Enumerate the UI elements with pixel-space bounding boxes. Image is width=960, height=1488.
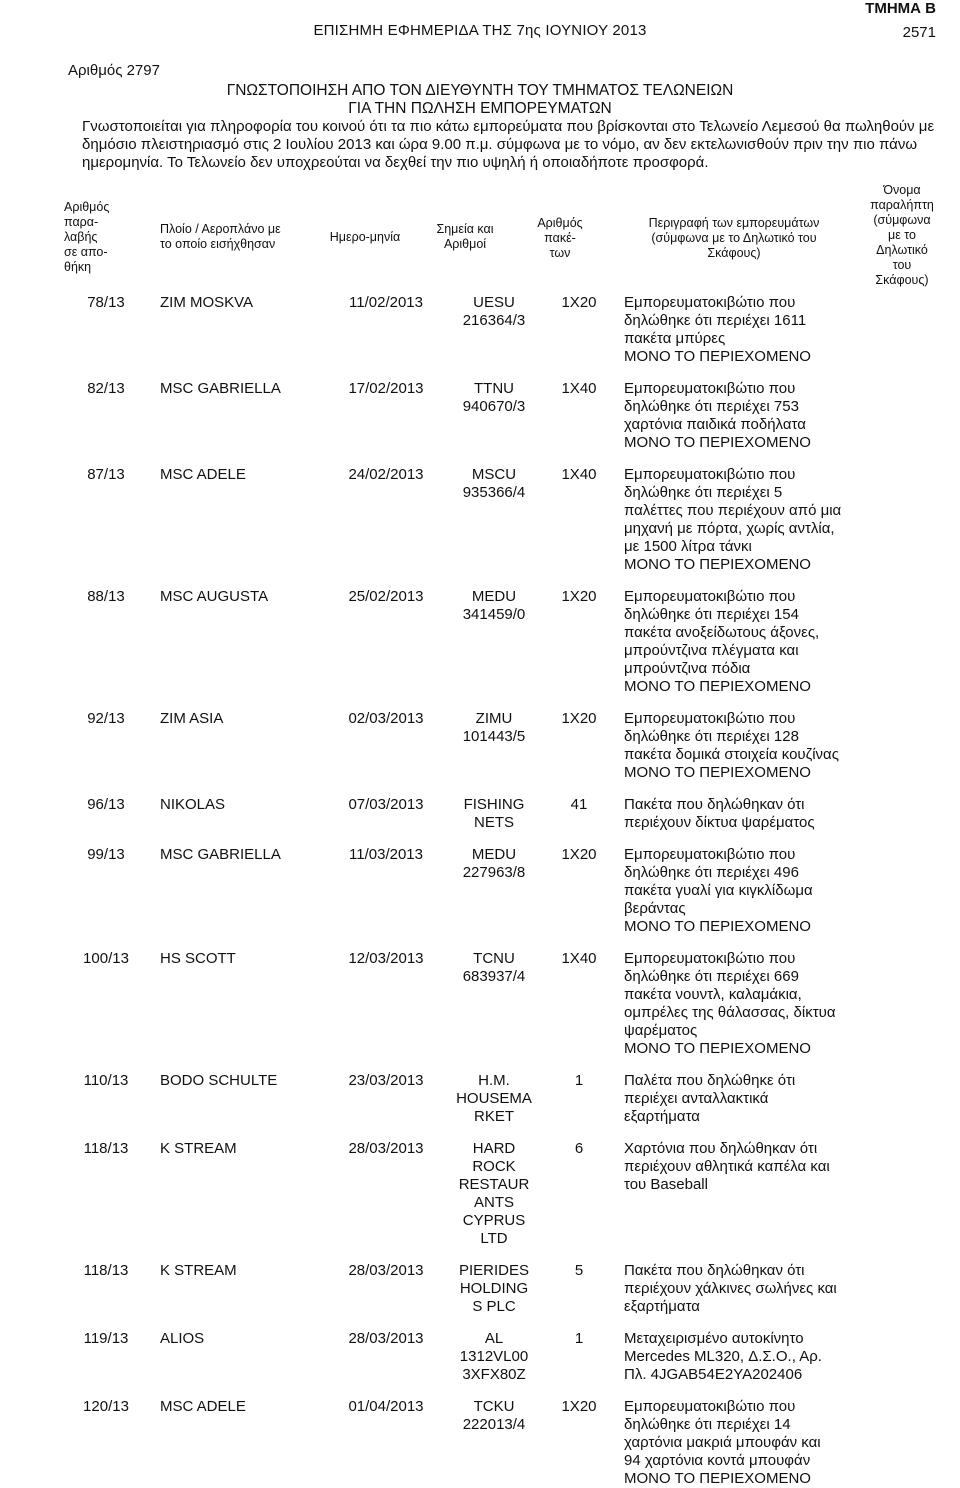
- col-header-marks: Σημεία και Αριθμοί: [436, 222, 494, 251]
- ship-name-cell: HS SCOTT: [160, 950, 236, 967]
- table-row: [64, 452, 960, 574]
- table-row: [64, 1058, 960, 1126]
- ship-name-cell: K STREAM: [160, 1140, 237, 1157]
- marks-numbers-cell: TCKU 222013/4: [462, 1398, 526, 1433]
- consignee-cell: [864, 366, 960, 452]
- description-cell: Εμπορευματοκιβώτιο που δηλώθηκε ότι περιέχει 1611 πακέτα μπύρες ΜΟΝΟ ΤΟ ΠΕΡΙΕΧΟΜΕΝΟ: [624, 294, 811, 365]
- date-cell: 23/03/2013: [348, 1072, 424, 1089]
- marks-numbers-cell: TTNU 940670/3: [462, 380, 526, 415]
- description-cell: Εμπορευματοκιβώτιο που δηλώθηκε ότι περιέχει 14 χαρτόνια μακριά μπουφάν και 94 χαρτόνια κοντά μπουφάν ΜΟΝΟ ΤΟ ΠΕΡΙΕΧΟΜΕΝΟ: [624, 1398, 821, 1487]
- receipt-number-cell: 100/13: [83, 950, 129, 967]
- package-count-cell: 1X20: [561, 294, 597, 311]
- receipt-number-cell: 88/13: [87, 588, 125, 605]
- consignee-cell: [864, 832, 960, 936]
- consignee-cell: [864, 1316, 960, 1384]
- ship-name-cell: ALIOS: [160, 1330, 205, 1347]
- receipt-number-cell: 110/13: [83, 1072, 129, 1089]
- gazette-header: ΕΠΙΣΗΜΗ ΕΦΗΜΕΡΙΔΑ ΤΗΣ 7ης ΙΟΥΝΙΟΥ 2013: [313, 22, 647, 39]
- table-row: [64, 696, 960, 782]
- consignee-cell: [864, 936, 960, 1058]
- consignee-cell: [864, 782, 960, 832]
- marks-numbers-cell: FISHING NETS: [463, 796, 525, 831]
- date-cell: 01/04/2013: [348, 1398, 424, 1415]
- table-row: [64, 1126, 960, 1248]
- table-row: [64, 782, 960, 832]
- package-count-cell: 6: [574, 1140, 584, 1157]
- receipt-number-cell: 120/13: [83, 1398, 129, 1415]
- receipt-number-cell: 118/13: [83, 1140, 129, 1157]
- date-cell: 28/03/2013: [348, 1330, 424, 1347]
- date-cell: 11/02/2013: [349, 294, 423, 311]
- ship-name-cell: ZIM ASIA: [160, 710, 224, 727]
- col-header-description: Περιγραφή των εμπορευμάτων (σύμφωνα με το Δηλωτικό του Σκάφους): [648, 216, 820, 260]
- package-count-cell: 1X20: [561, 1398, 597, 1415]
- receipt-number-cell: 87/13: [87, 466, 125, 483]
- marks-numbers-cell: AL 1312VL00 3XFX80Z: [459, 1330, 529, 1383]
- date-cell: 24/02/2013: [348, 466, 424, 483]
- consignee-cell: [864, 1126, 960, 1248]
- marks-numbers-cell: TCNU 683937/4: [462, 950, 526, 985]
- date-cell: 07/03/2013: [348, 796, 424, 813]
- col-header-receipt-no: Αριθμός παρα- λαβής σε απο- θήκη: [64, 200, 110, 274]
- date-cell: 25/02/2013: [348, 588, 424, 605]
- ship-name-cell: MSC GABRIELLA: [160, 846, 281, 863]
- package-count-cell: 41: [570, 796, 588, 813]
- description-cell: Μεταχειρισμένο αυτοκίνητο Mercedes ML320, Δ.Σ.Ο., Αρ. Πλ. 4JGAB54E2YA202406: [624, 1330, 822, 1383]
- package-count-cell: 1X40: [561, 380, 597, 397]
- date-cell: 02/03/2013: [348, 710, 424, 727]
- package-count-cell: 1: [574, 1330, 584, 1347]
- ship-name-cell: BODO SCHULTE: [160, 1072, 278, 1089]
- ship-name-cell: K STREAM: [160, 1262, 237, 1279]
- table-row: [64, 936, 960, 1058]
- description-cell: Χαρτόνια που δηλώθηκαν ότι περιέχουν αθλητικά καπέλα και του Baseball: [624, 1140, 830, 1193]
- consignee-cell: [864, 1058, 960, 1126]
- marks-numbers-cell: HARD ROCK RESTAUR ANTS CYPRUS LTD: [458, 1140, 530, 1247]
- description-cell: Εμπορευματοκιβώτιο που δηλώθηκε ότι περιέχει 154 πακέτα ανοξείδωτους άξονες, μπρούντζινα πλέγματα και μπρούντζινα πόδια ΜΟΝΟ ΤΟ ΠΕΡΙΕΧΟΜΕΝΟ: [624, 588, 820, 695]
- date-cell: 12/03/2013: [348, 950, 424, 967]
- description-cell: Πακέτα που δηλώθηκαν ότι περιέχουν δίκτυα ψαρέματος: [624, 796, 815, 831]
- receipt-number-cell: 96/13: [87, 796, 125, 813]
- table-row: [64, 832, 960, 936]
- ship-name-cell: MSC ADELE: [160, 1398, 246, 1415]
- package-count-cell: 1X40: [561, 466, 597, 483]
- marks-numbers-cell: H.M. HOUSEMA RKET: [456, 1072, 532, 1125]
- description-cell: Παλέτα που δηλώθηκε ότι περιέχει ανταλλακτικά εξαρτήματα: [624, 1072, 796, 1125]
- ship-name-cell: NIKOLAS: [160, 796, 226, 813]
- col-header-ship: Πλοίο / Αεροπλάνο με το οποίο εισήχθησαν: [160, 222, 281, 251]
- table-row: [64, 294, 960, 366]
- receipt-number-cell: 99/13: [87, 846, 125, 863]
- package-count-cell: 1: [574, 1072, 584, 1089]
- consignee-cell: [864, 1384, 960, 1488]
- receipt-number-cell: 92/13: [87, 710, 125, 727]
- date-cell: 28/03/2013: [348, 1262, 424, 1279]
- ship-name-cell: MSC ADELE: [160, 466, 246, 483]
- ship-name-cell: MSC GABRIELLA: [160, 380, 281, 397]
- page-number: 2571: [902, 24, 936, 41]
- marks-numbers-cell: MSCU 935366/4: [462, 466, 526, 501]
- table-row: [64, 574, 960, 696]
- marks-numbers-cell: MEDU 341459/0: [462, 588, 526, 623]
- consignee-cell: [864, 294, 960, 366]
- col-header-packages: Αριθμός πακέ- των: [537, 216, 583, 260]
- table-row: [64, 366, 960, 452]
- section-label: ΤΜΗΜΑ Β: [865, 0, 936, 17]
- auction-items-table: [64, 294, 960, 1488]
- notice-intro: Γνωστοποιείται για πληροφορία του κοινού ότι τα πιο κάτω εμπορεύματα που βρίσκονται στο Τελωνείο Λεμεσού θα πωληθούν με δημόσιο πλειστηριασμό στις 2 Ιουλίου 2013 και ώρα 9.00 π.μ. σύμφωνα με το νόμο, αν δεν εκτελωνισθούν πριν την πιο πάνω ημερομηνία. Το Τελωνείο δεν υποχρεούται να δεχθεί την πιο υψηλή ή οποιαδήποτε προσφορά.: [82, 118, 935, 171]
- description-cell: Εμπορευματοκιβώτιο που δηλώθηκε ότι περιέχει 5 παλέττες που περιέχουν από μια μηχανή με πόρτα, χωρίς αντλία, με 1500 λίτρα τάνκι ΜΟΝΟ ΤΟ ΠΕΡΙΕΧΟΜΕΝΟ: [624, 466, 842, 573]
- description-cell: Εμπορευματοκιβώτιο που δηλώθηκε ότι περιέχει 128 πακέτα δομικά στοιχεία κουζίνας ΜΟΝΟ ΤΟ ΠΕΡΙΕΧΟΜΕΝΟ: [624, 710, 839, 781]
- marks-numbers-cell: UESU 216364/3: [462, 294, 526, 329]
- description-cell: Εμπορευματοκιβώτιο που δηλώθηκε ότι περιέχει 669 πακέτα νουντλ, καλαμάκια, ομπρέλες της θάλασσας, δίκτυα ψαρέματος ΜΟΝΟ ΤΟ ΠΕΡΙΕΧΟΜΕΝΟ: [624, 950, 836, 1057]
- table-row: [64, 1248, 960, 1316]
- package-count-cell: 1X20: [561, 846, 597, 863]
- ship-name-cell: MSC AUGUSTA: [160, 588, 269, 605]
- col-header-consignee: Όνομα παραλήπτη (σύμφωνα με το Δηλωτικό του Σκάφους): [870, 183, 934, 287]
- notice-title-line1: ΓΝΩΣΤΟΠΟΙΗΣΗ ΑΠΟ ΤΟΝ ΔΙΕΥΘΥΝΤΗ ΤΟΥ ΤΜΗΜΑΤΟΣ ΤΕΛΩΝΕΙΩΝ: [226, 82, 734, 99]
- description-cell: Εμπορευματοκιβώτιο που δηλώθηκε ότι περιέχει 496 πακέτα γυαλί για κιγκλίδωμα βεράντας ΜΟΝΟ ΤΟ ΠΕΡΙΕΧΟΜΕΝΟ: [624, 846, 813, 935]
- package-count-cell: 5: [574, 1262, 584, 1279]
- notice-title-line2: ΓΙΑ ΤΗΝ ΠΩΛΗΣΗ ΕΜΠΟΡΕΥΜΑΤΩΝ: [348, 100, 612, 117]
- table-row: [64, 1384, 960, 1488]
- marks-numbers-cell: PIERIDES HOLDING S PLC: [458, 1262, 530, 1315]
- receipt-number-cell: 82/13: [87, 380, 125, 397]
- description-cell: Εμπορευματοκιβώτιο που δηλώθηκε ότι περιέχει 753 χαρτόνια παιδικά ποδήλατα ΜΟΝΟ ΤΟ ΠΕΡΙΕΧΟΜΕΝΟ: [624, 380, 811, 451]
- marks-numbers-cell: MEDU 227963/8: [462, 846, 526, 881]
- date-cell: 17/02/2013: [348, 380, 424, 397]
- date-cell: 11/03/2013: [349, 846, 423, 863]
- marks-numbers-cell: ZIMU 101443/5: [462, 710, 526, 745]
- package-count-cell: 1X20: [561, 588, 597, 605]
- package-count-cell: 1X40: [561, 950, 597, 967]
- consignee-cell: [864, 696, 960, 782]
- consignee-cell: [864, 452, 960, 574]
- receipt-number-cell: 78/13: [87, 294, 125, 311]
- description-cell: Πακέτα που δηλώθηκαν ότι περιέχουν χάλκινες σωλήνες και εξαρτήματα: [624, 1262, 837, 1315]
- receipt-number-cell: 118/13: [83, 1262, 129, 1279]
- receipt-number-cell: 119/13: [83, 1330, 129, 1347]
- package-count-cell: 1X20: [561, 710, 597, 727]
- notice-number: Αριθμός 2797: [68, 62, 160, 79]
- col-header-date: Ημερο-μηνία: [329, 230, 401, 244]
- table-row: [64, 1316, 960, 1384]
- date-cell: 28/03/2013: [348, 1140, 424, 1157]
- consignee-cell: [864, 1248, 960, 1316]
- consignee-cell: [864, 574, 960, 696]
- ship-name-cell: ZIM MOSKVA: [160, 294, 254, 311]
